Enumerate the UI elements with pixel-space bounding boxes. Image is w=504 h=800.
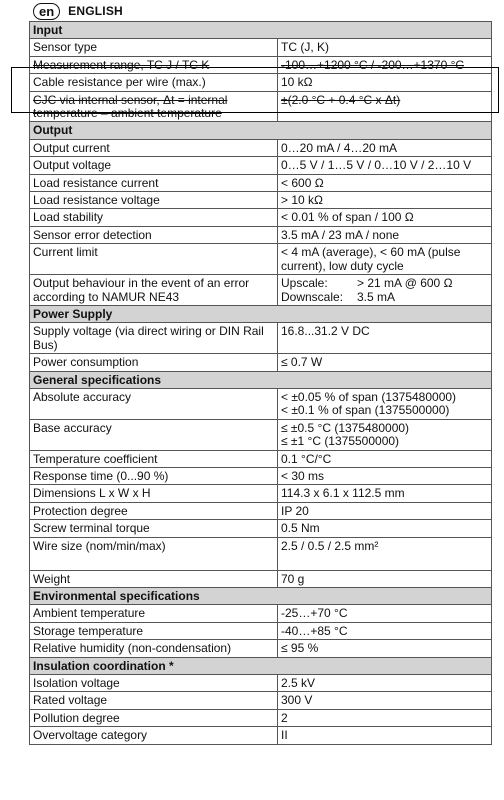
section-title: General specifications (30, 371, 492, 388)
spec-value (278, 56, 492, 73)
table-row (30, 692, 492, 709)
spec-label: Sensor error detection (30, 226, 278, 243)
spec-label: CJC via internal sensor, Δt = internal temperature – ambient temperature (30, 91, 278, 122)
spec-value (278, 692, 492, 709)
spec-value-line: 2.5 / 0.5 / 2.5 mm² (281, 538, 379, 553)
spec-value-line: 16.8...31.2 V DC (281, 324, 370, 339)
table-row (30, 39, 492, 56)
table-row (30, 520, 492, 537)
spec-value-line: ≤ ±0.5 °C (1375480000) (281, 420, 410, 435)
spec-label: Load resistance voltage (30, 192, 278, 209)
table-row (30, 537, 492, 570)
spec-value-line: IP 20 (281, 503, 309, 518)
table-row (30, 605, 492, 622)
section-title: Power Supply (30, 305, 492, 322)
table-row (30, 388, 492, 419)
spec-value (278, 419, 492, 450)
spec-label: Rated voltage (30, 692, 278, 709)
spec-label: Temperature coefficient (30, 450, 278, 467)
spec-label: Storage temperature (30, 622, 278, 639)
spec-value (278, 570, 492, 587)
spec-value-line: < 0.01 % of span / 100 Ω (281, 210, 414, 225)
spec-label: Screw terminal torque (30, 520, 278, 537)
spec-label: Sensor type (30, 39, 278, 56)
pair-value: > 21 mA @ 600 Ω (357, 276, 453, 291)
spec-label: Current limit (30, 244, 278, 275)
spec-label: Load stability (30, 209, 278, 226)
spec-value (278, 74, 492, 91)
spec-value-line: -25…+70 °C (281, 606, 348, 621)
spec-value (278, 174, 492, 191)
spec-label: Dimensions L x W x H (30, 485, 278, 502)
table-row (30, 727, 492, 744)
spec-value-line: 70 g (281, 571, 305, 586)
spec-value-line: 2.5 kV (281, 676, 316, 691)
spec-value-pair (281, 277, 488, 290)
spec-value-line: 0…20 mA / 4…20 mA (281, 140, 398, 155)
spec-label: Ambient temperature (30, 605, 278, 622)
spec-label: Absolute accuracy (30, 388, 278, 419)
spec-label: Output behaviour in the event of an error according to NAMUR NE43 (30, 275, 278, 306)
table-row (30, 192, 492, 209)
spec-value (278, 388, 492, 419)
spec-value-line: 300 V (281, 693, 313, 708)
spec-value (278, 157, 492, 174)
spec-value (278, 640, 492, 657)
table-row (30, 226, 492, 243)
table-row (30, 244, 492, 275)
spec-value-line: > 10 kΩ (281, 193, 323, 208)
spec-label: Output current (30, 139, 278, 156)
spec-value (278, 139, 492, 156)
spec-label: Power consumption (30, 354, 278, 371)
spec-value (278, 520, 492, 537)
spec-value-line: II (281, 728, 288, 743)
section-header-row (30, 22, 492, 39)
spec-label: Output voltage (30, 157, 278, 174)
spec-value (278, 467, 492, 484)
spec-value-line: ≤ ±1 °C (1375500000) (281, 434, 400, 449)
table-row (30, 450, 492, 467)
spec-value (278, 675, 492, 692)
table-row (30, 570, 492, 587)
spec-value-line: ±(2.0 °C + 0.4 °C x Δt) (281, 92, 401, 107)
section-title: Output (30, 122, 492, 139)
spec-value (278, 727, 492, 744)
spec-label: Overvoltage category (30, 727, 278, 744)
table-row (30, 91, 492, 122)
spec-value-line: < 600 Ω (281, 175, 324, 190)
spec-value (278, 537, 492, 570)
section-header-row (30, 305, 492, 322)
spec-label: Measurement range, TC J / TC K (30, 56, 278, 73)
spec-value-line: ≤ 95 % (281, 641, 319, 656)
table-row (30, 675, 492, 692)
language-badge: en (33, 3, 60, 20)
spec-value (278, 450, 492, 467)
spec-value-pair (281, 291, 488, 304)
section-header-row (30, 122, 492, 139)
pair-key: Upscale: (281, 276, 328, 291)
table-row (30, 485, 492, 502)
spec-label: Wire size (nom/min/max) (30, 537, 278, 570)
table-row (30, 209, 492, 226)
spec-value-line: < ±0.05 % of span (1375480000) (281, 389, 457, 404)
spec-value (278, 709, 492, 726)
spec-value (278, 244, 492, 275)
spec-value (278, 192, 492, 209)
pair-key: Downscale: (281, 289, 344, 304)
table-row (30, 323, 492, 354)
spec-value-line: 3.5 mA / 23 mA / none (281, 227, 400, 242)
table-row (30, 467, 492, 484)
spec-label: Weight (30, 570, 278, 587)
document-header (33, 2, 123, 20)
table-row (30, 139, 492, 156)
spec-value-line: TC (J, K) (281, 40, 329, 55)
spec-label: Protection degree (30, 502, 278, 519)
spec-value-line: ≤ 0.7 W (281, 355, 323, 370)
spec-label: Pollution degree (30, 709, 278, 726)
spec-value (278, 354, 492, 371)
table-row (30, 56, 492, 73)
table-row (30, 419, 492, 450)
spec-label: Isolation voltage (30, 675, 278, 692)
spec-value (278, 39, 492, 56)
table-row (30, 709, 492, 726)
spec-value (278, 622, 492, 639)
spec-value (278, 323, 492, 354)
language-title: ENGLISH (68, 4, 123, 18)
spec-value-line: 114.3 x 6.1 x 112.5 mm (281, 486, 405, 501)
spec-value-line: < 4 mA (average), < 60 mA (pulse current), low duty cycle (281, 245, 461, 273)
section-title: Input (30, 22, 492, 39)
table-row (30, 74, 492, 91)
spec-value-line: 0.1 °C/°C (281, 451, 332, 466)
table-row (30, 354, 492, 371)
table-row (30, 502, 492, 519)
table-row (30, 622, 492, 639)
spec-label: Cable resistance per wire (max.) (30, 74, 278, 91)
spec-value-line: -100…+1200 °C / -200…+1370 °C (281, 57, 465, 72)
spec-value-line: -40…+85 °C (281, 623, 348, 638)
spec-label: Relative humidity (non-condensation) (30, 640, 278, 657)
section-header-row (30, 657, 492, 674)
table-row (30, 157, 492, 174)
section-title: Insulation coordination * (30, 657, 492, 674)
spec-value (278, 209, 492, 226)
spec-value-line: 0.5 Nm (281, 521, 320, 536)
table-row (30, 275, 492, 306)
section-header-row (30, 588, 492, 605)
spec-value (278, 502, 492, 519)
spec-value-line: 2 (281, 710, 288, 725)
section-title: Environmental specifications (30, 588, 492, 605)
spec-label: Supply voltage (via direct wiring or DIN Rail Bus) (30, 323, 278, 354)
spec-value (278, 605, 492, 622)
spec-value-line: < ±0.1 % of span (1375500000) (281, 403, 450, 418)
pair-value: 3.5 mA (357, 289, 396, 304)
table-row (30, 640, 492, 657)
spec-value (278, 275, 492, 306)
spec-value (278, 485, 492, 502)
specifications-table (29, 21, 492, 745)
spec-value (278, 91, 492, 122)
spec-label: Response time (0...90 %) (30, 467, 278, 484)
spec-label: Load resistance current (30, 174, 278, 191)
spec-value-line: 0…5 V / 1…5 V / 0…10 V / 2…10 V (281, 158, 472, 173)
spec-value (278, 226, 492, 243)
section-header-row (30, 371, 492, 388)
spec-label: Base accuracy (30, 419, 278, 450)
table-row (30, 174, 492, 191)
spec-value-line: < 30 ms (281, 468, 325, 483)
spec-value-line: 10 kΩ (281, 75, 313, 90)
